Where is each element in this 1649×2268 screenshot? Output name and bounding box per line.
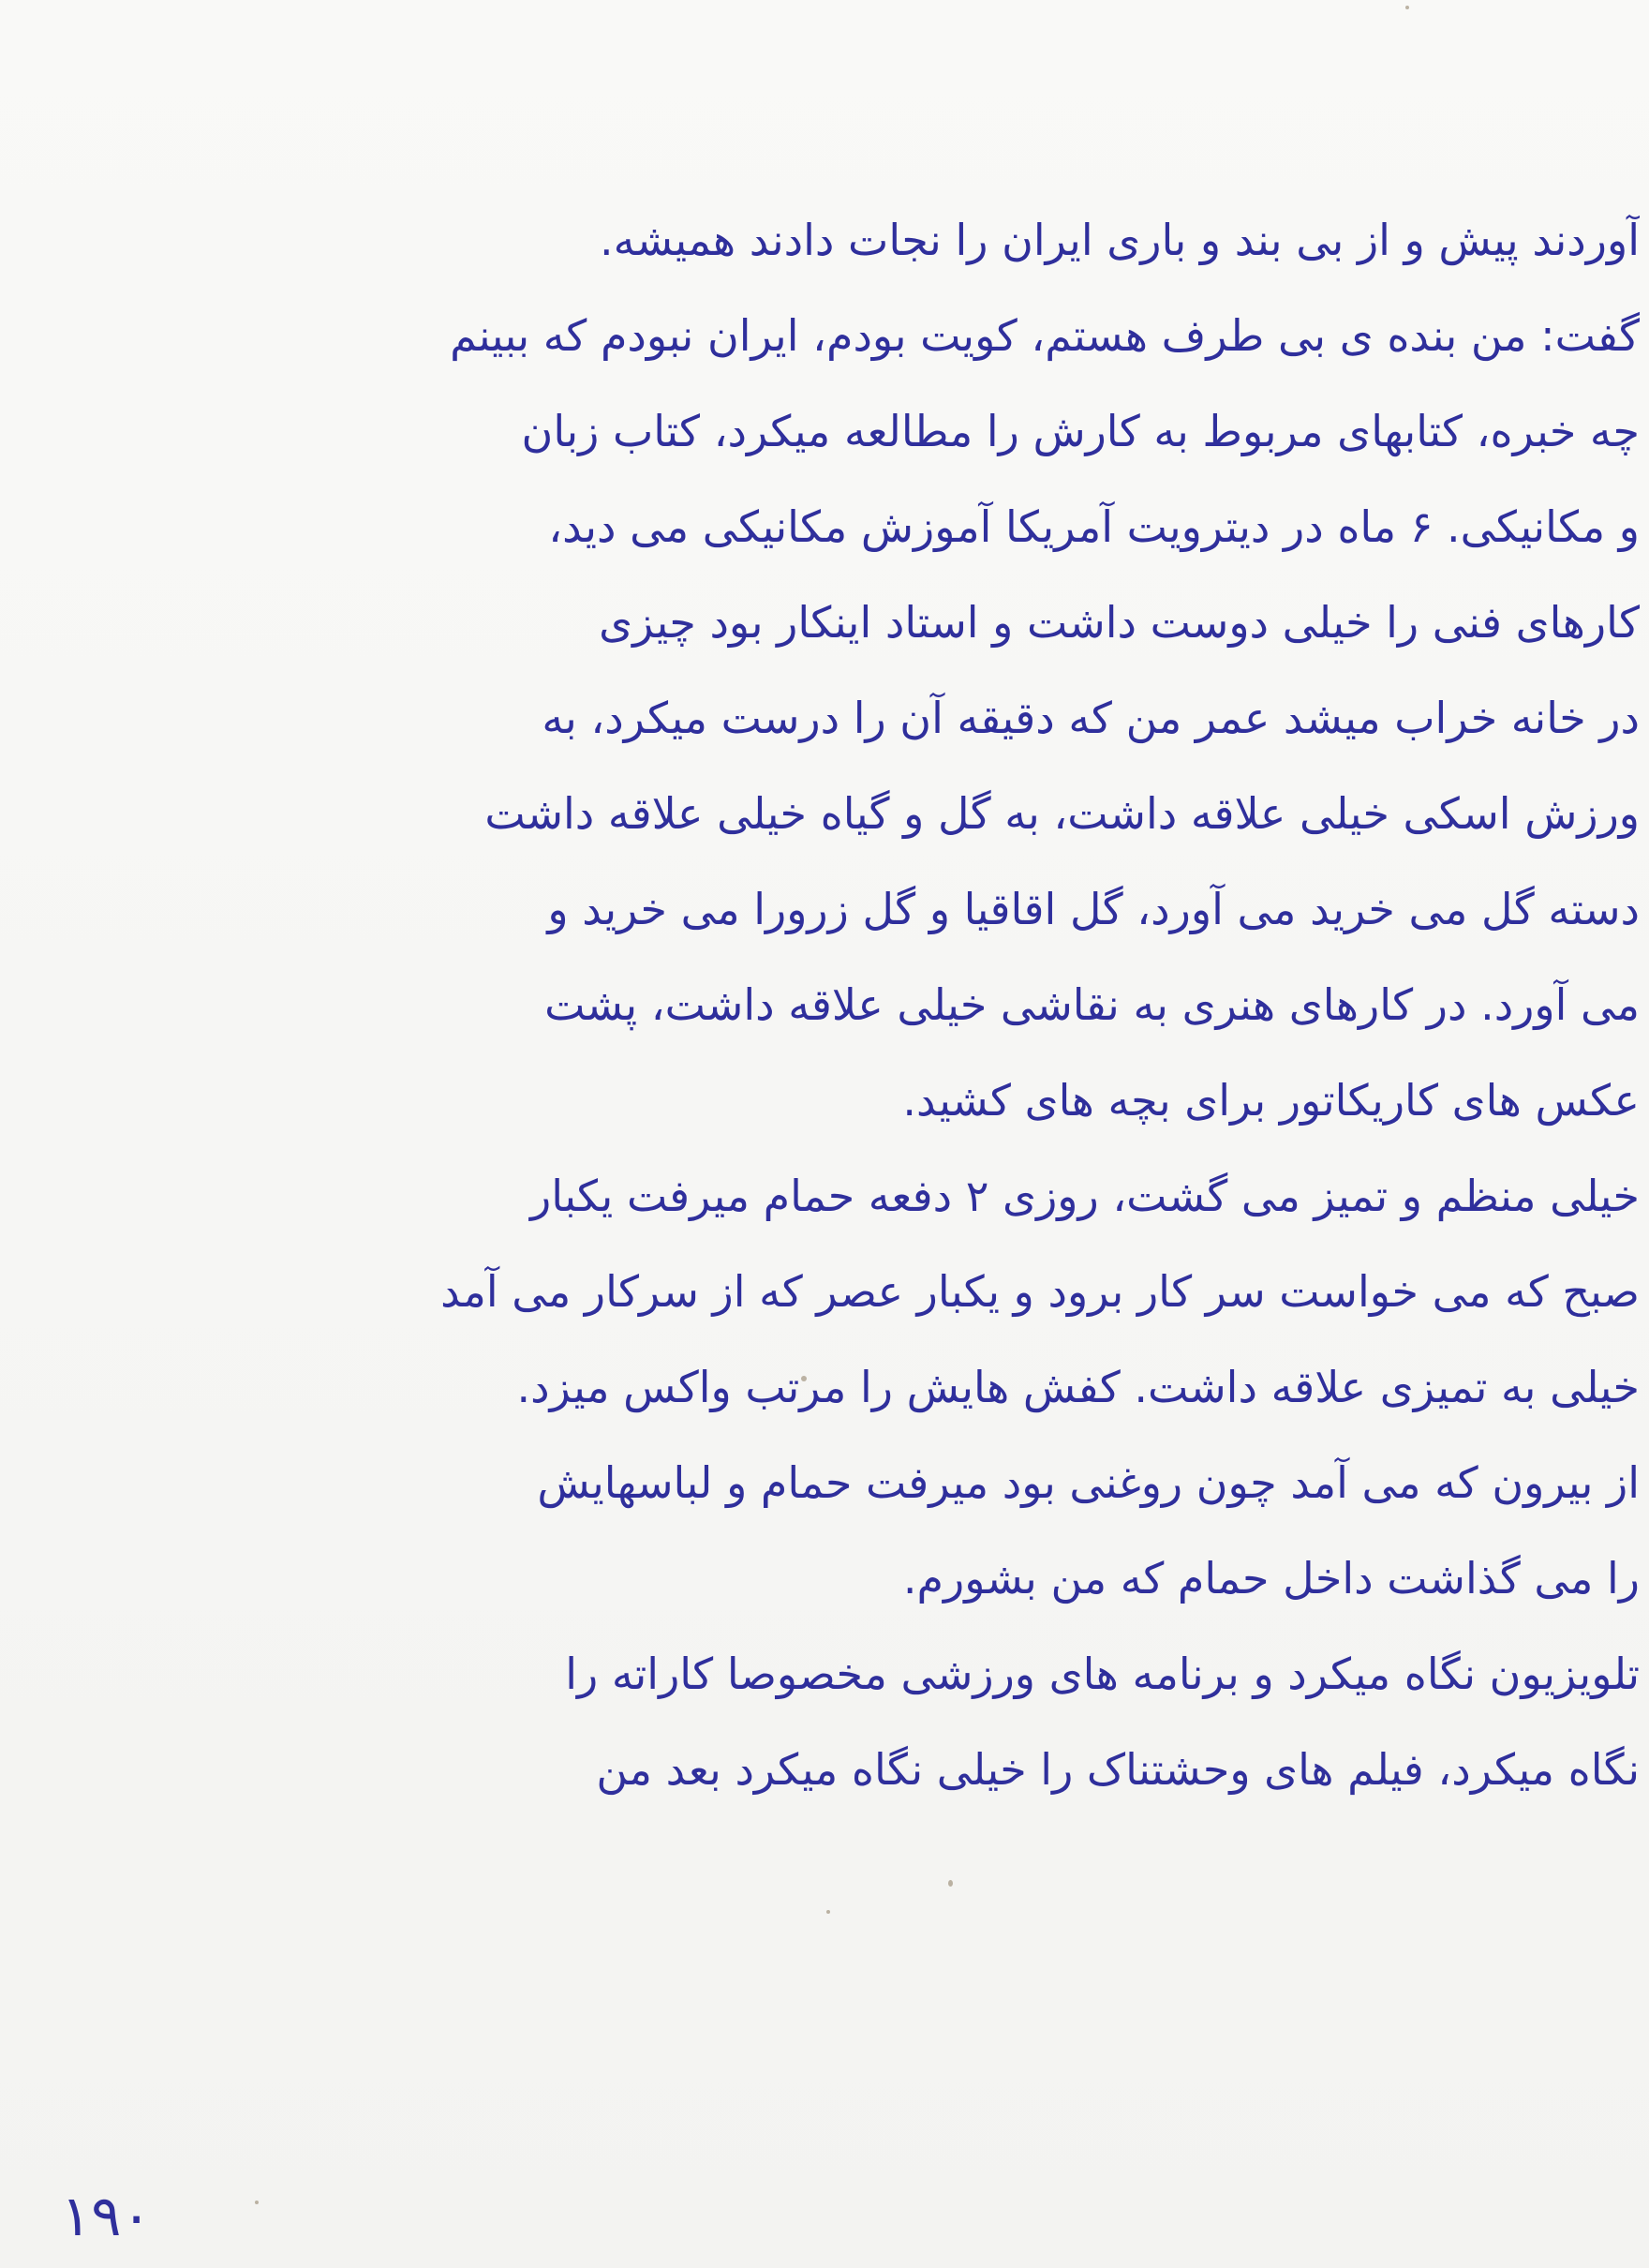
text-line: از بیرون که می آمد چون روغنی بود میرفت حمام و لباسهایش: [537, 1457, 1640, 1508]
text-line: خیلی به تمیزی علاقه داشت. کفش هایش را مرتب واکس میزد.: [516, 1362, 1640, 1412]
paper-speck: [255, 2201, 259, 2204]
text-line: گفت: من بنده ی بی طرف هستم، کویت بودم، ایران نبودم که ببینم: [450, 310, 1640, 361]
text-line: دسته گل می خرید می آورد، گل اقاقیا و گل زرورا می خرید و: [547, 884, 1640, 934]
text-line: و مکانیکی. ۶ ماه در دیترویت آمریکا آموزش مکانیکی می دید،: [548, 501, 1640, 552]
text-line: می آورد. در کارهای هنری به نقاشی خیلی علاقه داشت، پشت: [544, 979, 1640, 1030]
text-line: صبح که می خواست سر کار برود و یکبار عصر که از سرکار می آمد: [440, 1266, 1640, 1317]
text-line: خیلی منظم و تمیز می گشت، روزی ۲ دفعه حمام میرفت یکبار: [530, 1171, 1640, 1221]
text-line: آوردند پیش و از بی بند و باری ایران را نجات دادند همیشه.: [600, 215, 1640, 265]
handwritten-body: [19, 192, 1640, 1817]
text-line: عکس های کاریکاتور برای بچه های کشید.: [902, 1075, 1640, 1126]
text-line: ورزش اسکی خیلی علاقه داشت، به گل و گیاه خیلی علاقه داشت: [484, 788, 1640, 839]
text-line: نگاه میکرد، فیلم های وحشتناک را خیلی نگاه میکرد بعد من: [596, 1744, 1640, 1795]
page-number: ۱۹۰: [61, 2184, 152, 2249]
text-line: کارهای فنی را خیلی دوست داشت و استاد اینکار بود چیزی: [599, 597, 1640, 648]
text-line: چه خبره، کتابهای مربوط به کارش را مطالعه میکرد، کتاب زبان: [521, 406, 1640, 456]
text-line: در خانه خراب میشد عمر من که دقیقه آن را درست میکرد، به: [542, 693, 1640, 743]
paper-speck: [826, 1910, 830, 1914]
paper-speck: [1405, 6, 1409, 9]
text-line: تلویزیون نگاه میکرد و برنامه های ورزشی مخصوصا کاراته را: [565, 1649, 1640, 1699]
text-line: را می گذاشت داخل حمام که من بشورم.: [902, 1553, 1640, 1604]
paper-speck: [948, 1880, 953, 1887]
